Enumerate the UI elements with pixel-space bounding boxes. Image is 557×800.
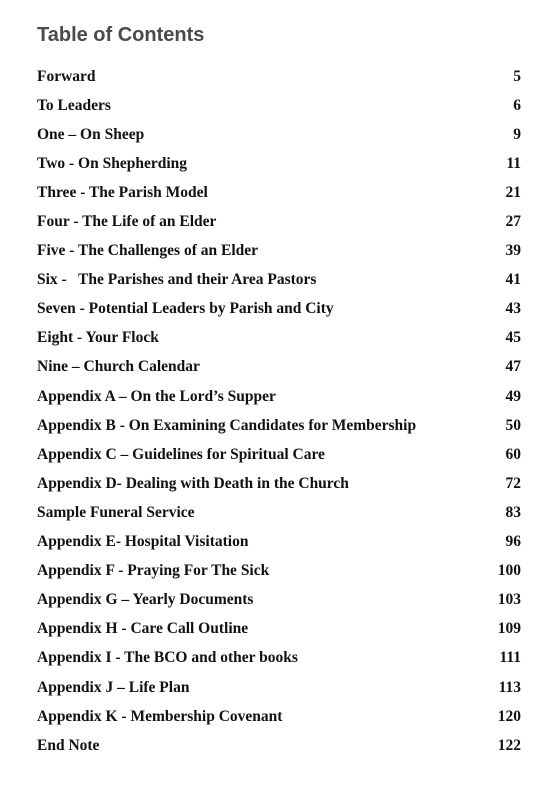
- toc-entry-page: 11: [506, 154, 521, 172]
- toc-entry-page: 43: [505, 300, 521, 318]
- toc-entry: [37, 440, 521, 469]
- toc-entry: [37, 644, 521, 673]
- toc-entry-title: Appendix I - The BCO and other books: [37, 649, 298, 667]
- toc-entry-title: Nine – Church Calendar: [37, 358, 200, 376]
- toc-entry-page: 83: [505, 503, 521, 521]
- toc-entry: [37, 178, 521, 207]
- toc-entry-page: 41: [505, 271, 521, 289]
- toc-entry-title: To Leaders: [37, 96, 111, 114]
- toc-entry-title: Eight - Your Flock: [37, 329, 159, 347]
- toc-entry-title: Appendix B - On Examining Candidates for Membership: [37, 416, 417, 434]
- toc-entry-page: 60: [505, 445, 521, 463]
- toc-entry-title: Appendix G – Yearly Documents: [37, 591, 254, 609]
- toc-entry-title: Four - The Life of an Elder: [37, 213, 217, 231]
- toc-entry-page: 111: [499, 649, 521, 667]
- toc-entry-page: 122: [497, 736, 521, 754]
- toc-entry-title: Six - The Parishes and their Area Pastors: [37, 271, 317, 289]
- toc-list: [37, 62, 521, 760]
- toc-entry-page: 5: [513, 67, 521, 85]
- toc-entry: [37, 149, 521, 178]
- toc-entry-title: End Note: [37, 736, 100, 754]
- toc-entry-title: Appendix E- Hospital Visitation: [37, 533, 249, 551]
- toc-entry-page: 49: [505, 387, 521, 405]
- toc-entry: [37, 469, 521, 498]
- toc-entry: [37, 324, 521, 353]
- toc-entry-title: Appendix K - Membership Covenant: [37, 707, 283, 725]
- toc-entry: [37, 62, 521, 91]
- toc-entry-page: 45: [505, 329, 521, 347]
- toc-entry-title: Two - On Shepherding: [37, 154, 188, 172]
- toc-entry: [37, 702, 521, 731]
- toc-entry-page: 72: [505, 474, 521, 492]
- toc-entry-title: Appendix F - Praying For The Sick: [37, 562, 270, 580]
- toc-entry-page: 100: [497, 562, 521, 580]
- toc-entry-page: 103: [497, 591, 521, 609]
- toc-entry: [37, 91, 521, 120]
- toc-entry: [37, 615, 521, 644]
- toc-entry: [37, 207, 521, 236]
- toc-entry-page: 27: [505, 213, 521, 231]
- toc-entry: [37, 557, 521, 586]
- toc-entry-page: 9: [513, 125, 521, 143]
- toc-entry-page: 6: [513, 96, 521, 114]
- toc-entry: [37, 498, 521, 527]
- toc-entry-title: Three - The Parish Model: [37, 183, 208, 201]
- toc-entry: [37, 731, 521, 760]
- toc-entry-title: Appendix D- Dealing with Death in the Church: [37, 474, 349, 492]
- toc-entry-title: Appendix C – Guidelines for Spiritual Care: [37, 445, 325, 463]
- toc-entry: [37, 382, 521, 411]
- toc-entry-title: Seven - Potential Leaders by Parish and City: [37, 300, 334, 318]
- toc-entry-page: 113: [498, 678, 521, 696]
- toc-entry: [37, 237, 521, 266]
- toc-entry-title: Five - The Challenges of an Elder: [37, 242, 259, 260]
- toc-entry: [37, 528, 521, 557]
- page-title: Table of Contents: [37, 24, 205, 46]
- toc-entry-title: One – On Sheep: [37, 125, 145, 143]
- toc-entry: [37, 295, 521, 324]
- toc-entry-page: 109: [497, 620, 521, 638]
- toc-entry: [37, 266, 521, 295]
- toc-entry-title: Appendix J – Life Plan: [37, 678, 190, 696]
- toc-entry-title: Forward: [37, 67, 96, 85]
- toc-entry-page: 39: [505, 242, 521, 260]
- toc-entry: [37, 411, 521, 440]
- toc-entry-page: 120: [497, 707, 521, 725]
- toc-entry: [37, 586, 521, 615]
- toc-entry-page: 47: [505, 358, 521, 376]
- toc-entry: [37, 120, 521, 149]
- toc-entry: [37, 673, 521, 702]
- toc-entry-title: Appendix H - Care Call Outline: [37, 620, 249, 638]
- toc-entry-title: Appendix A – On the Lord’s Supper: [37, 387, 276, 405]
- toc-entry-page: 50: [505, 416, 521, 434]
- toc-entry: [37, 353, 521, 382]
- toc-entry-page: 21: [505, 183, 521, 201]
- toc-entry-title: Sample Funeral Service: [37, 503, 195, 521]
- toc-entry-page: 96: [505, 533, 521, 551]
